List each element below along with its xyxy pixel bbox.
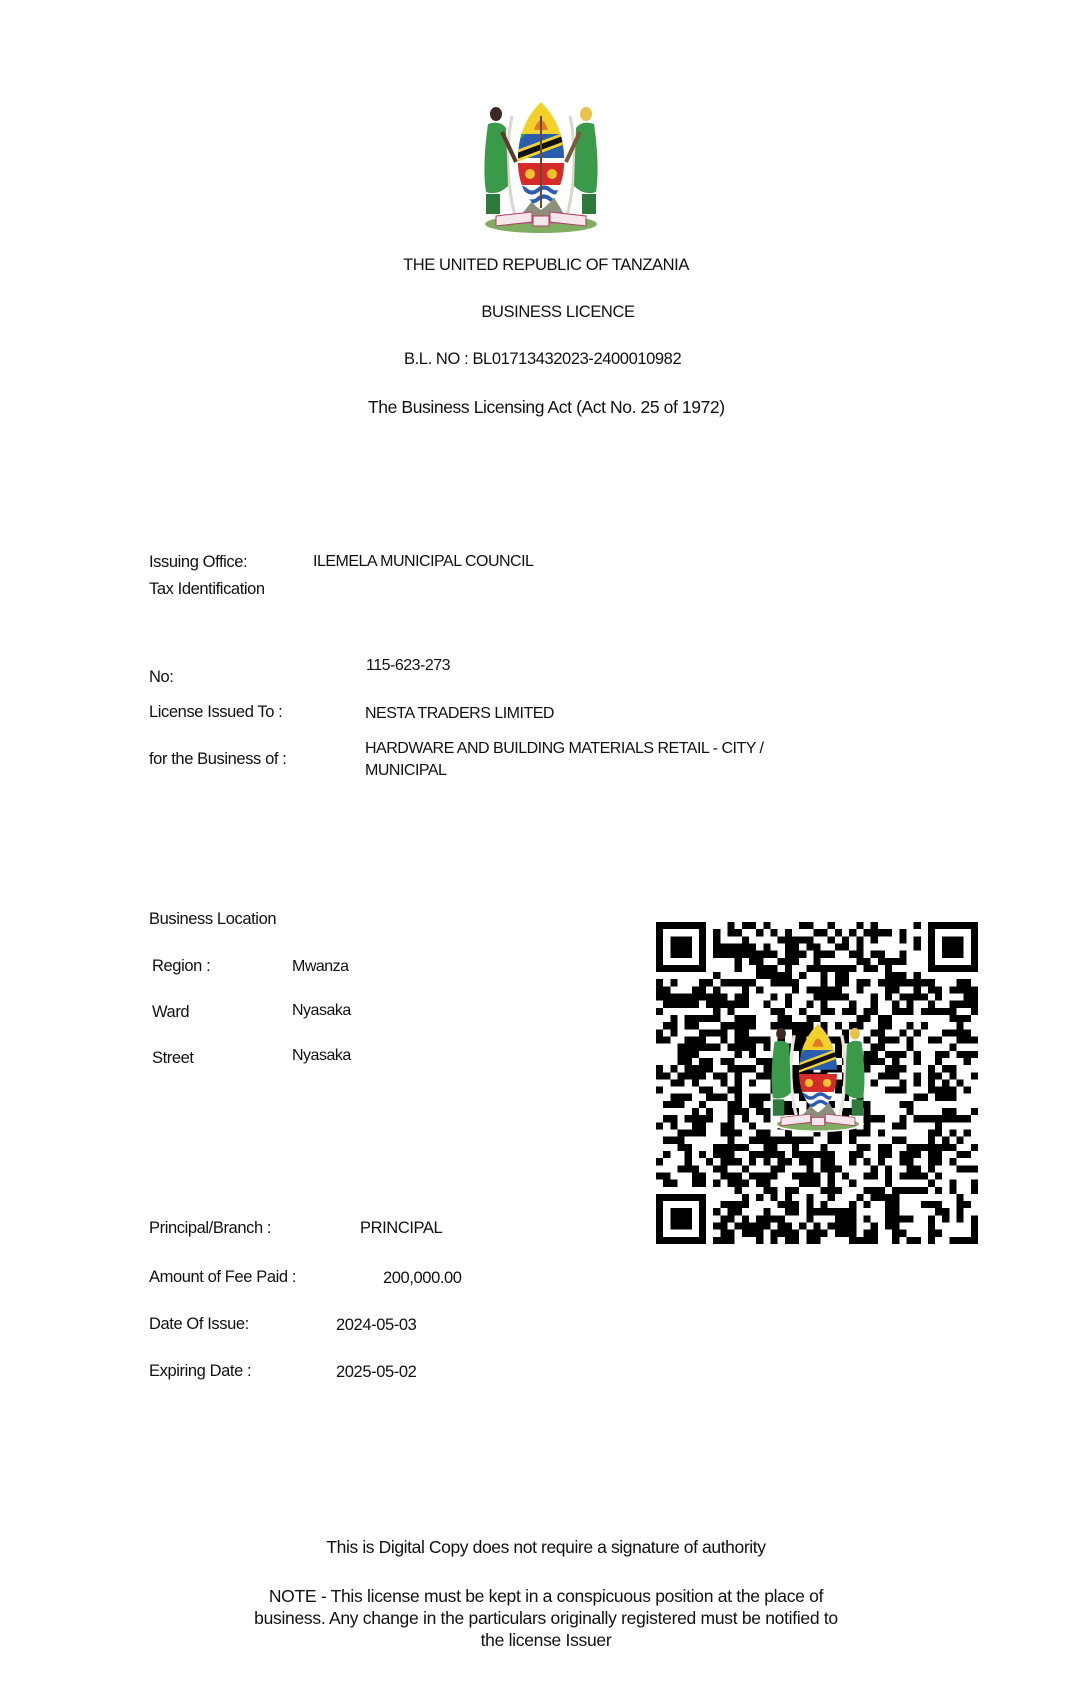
branch-label: Principal/Branch : — [149, 1219, 272, 1237]
ward-label: Ward — [152, 1003, 190, 1021]
document-title: BUSINESS LICENCE — [481, 303, 635, 321]
issue-date-label: Date Of Issue: — [149, 1315, 249, 1333]
region-value: Mwanza — [292, 958, 349, 975]
expiry-date-value: 2025-05-02 — [336, 1363, 417, 1381]
branch-value: PRINCIPAL — [360, 1219, 443, 1237]
note-line-3: the license Issuer — [480, 1630, 612, 1650]
issued-to-value: NESTA TRADERS LIMITED — [365, 705, 554, 722]
country-heading: THE UNITED REPUBLIC OF TANZANIA — [403, 256, 689, 274]
business-of-value-line1: HARDWARE AND BUILDING MATERIALS RETAIL - CITY / — [365, 740, 764, 757]
business-location-heading: Business Location — [149, 910, 277, 928]
conspicuous-position-note — [0, 1585, 1092, 1651]
tin-label: Tax Identification — [149, 580, 265, 598]
amount-label: Amount of Fee Paid : — [149, 1268, 297, 1286]
licence-number: BL01713432023-2400010982 — [472, 350, 682, 368]
amount-value: 200,000.00 — [383, 1269, 462, 1287]
qr-coat-of-arms-icon — [763, 1018, 873, 1138]
region-label: Region : — [152, 957, 211, 975]
note-line-1: NOTE - This license must be kept in a conspicuous position at the place of — [268, 1586, 824, 1606]
ward-value: Nyasaka — [292, 1002, 351, 1019]
issuing-office-value: ILEMELA MUNICIPAL COUNCIL — [313, 553, 534, 570]
expiry-date-label: Expiring Date : — [149, 1362, 252, 1380]
licence-number-label: B.L. NO : — [404, 350, 469, 368]
issue-date-value: 2024-05-03 — [336, 1316, 417, 1334]
business-of-label: for the Business of : — [149, 750, 287, 768]
issued-to-label: License Issued To : — [149, 703, 283, 721]
note-line-2: business. Any change in the particulars originally registered must be notified to — [254, 1608, 838, 1628]
business-of-value-line2: MUNICIPAL — [365, 762, 447, 779]
licence-number-line — [404, 350, 681, 369]
issuing-office-label: Issuing Office: — [149, 553, 248, 571]
street-label: Street — [152, 1049, 194, 1067]
act-reference: The Business Licensing Act (Act No. 25 of 1972) — [368, 397, 725, 417]
digital-copy-notice: This is Digital Copy does not require a signature of authority — [326, 1537, 766, 1557]
coat-of-arms-icon — [474, 96, 608, 240]
tin-label-no: No: — [149, 668, 174, 686]
tin-value: 115-623-273 — [366, 657, 451, 674]
street-value: Nyasaka — [292, 1047, 351, 1064]
